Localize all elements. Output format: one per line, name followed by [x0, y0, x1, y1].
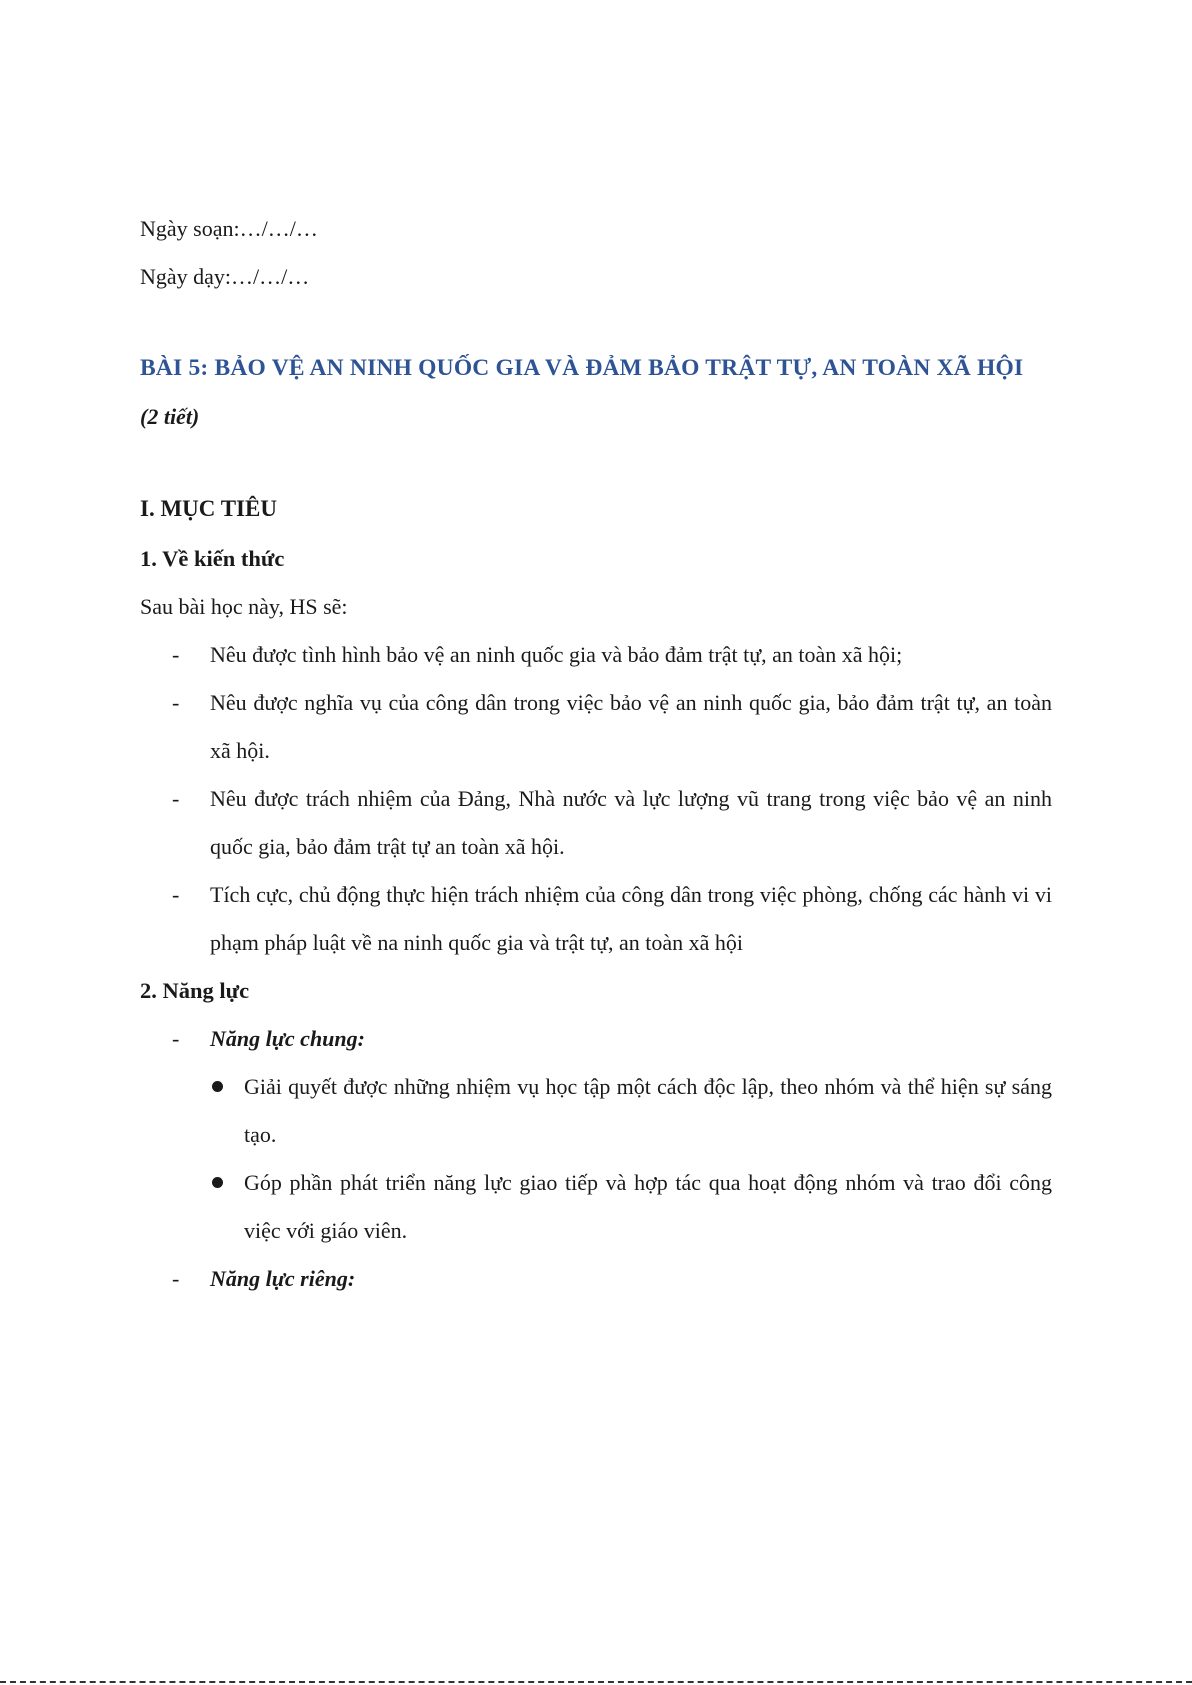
date-prepared: Ngày soạn:…/…/… [140, 216, 318, 241]
list-item-text: Góp phần phát triển năng lực giao tiếp và hợp tác qua hoạt động nhóm và trao đổi công việc với giáo viên. [244, 1170, 1052, 1243]
list-item [210, 1159, 1052, 1255]
list-item [140, 631, 1052, 679]
knowledge-heading: 1. Về kiến thức [140, 546, 285, 571]
competence-heading: 2. Năng lực [140, 978, 250, 1003]
list-item [140, 679, 1052, 775]
lesson-periods: (2 tiết) [140, 404, 200, 429]
dash-marker: - [172, 642, 180, 667]
dash-marker: - [172, 1026, 180, 1051]
general-competence-label: Năng lực chung: [210, 1026, 365, 1051]
list-item [140, 1015, 1052, 1255]
general-competence-list [210, 1063, 1052, 1255]
document-page [140, 205, 1052, 1303]
competence-list [140, 1015, 1052, 1303]
lesson-title: BÀI 5: BẢO VỆ AN NINH QUỐC GIA VÀ ĐẢM BẢO TRẬT TỰ, AN TOÀN XÃ HỘI [140, 355, 1024, 381]
list-item [210, 1063, 1052, 1159]
dash-marker: - [172, 786, 180, 811]
specific-competence-label: Năng lực riêng: [210, 1266, 356, 1291]
dash-marker: - [172, 1266, 180, 1291]
dash-marker: - [172, 690, 180, 715]
knowledge-list [140, 631, 1052, 967]
bullet-icon [212, 1081, 223, 1092]
list-item-text: Tích cực, chủ động thực hiện trách nhiệm của công dân trong việc phòng, chống các hành vi vi phạm pháp luật về na ninh quốc gia và trật tự, an toàn xã hội [210, 882, 1052, 955]
section-objectives-heading: I. MỤC TIÊU [140, 496, 277, 521]
list-item-text: Nêu được trách nhiệm của Đảng, Nhà nước và lực lượng vũ trang trong việc bảo vệ an ninh quốc gia, bảo đảm trật tự an toàn xã hội. [210, 786, 1052, 859]
date-taught: Ngày dạy:…/…/… [140, 264, 310, 289]
list-item [140, 775, 1052, 871]
bullet-icon [212, 1177, 223, 1188]
list-item-text: Nêu được nghĩa vụ của công dân trong việc bảo vệ an ninh quốc gia, bảo đảm trật tự, an toàn xã hội. [210, 690, 1052, 763]
list-item [140, 1255, 1052, 1303]
knowledge-intro: Sau bài học này, HS sẽ: [140, 594, 348, 619]
list-item [140, 871, 1052, 967]
list-item-text: Nêu được tình hình bảo vệ an ninh quốc gia và bảo đảm trật tự, an toàn xã hội; [210, 642, 903, 667]
page-bottom-border [0, 1681, 1192, 1685]
list-item-text: Giải quyết được những nhiệm vụ học tập một cách độc lập, theo nhóm và thể hiện sự sáng tạo. [244, 1074, 1052, 1147]
dash-marker: - [172, 882, 180, 907]
